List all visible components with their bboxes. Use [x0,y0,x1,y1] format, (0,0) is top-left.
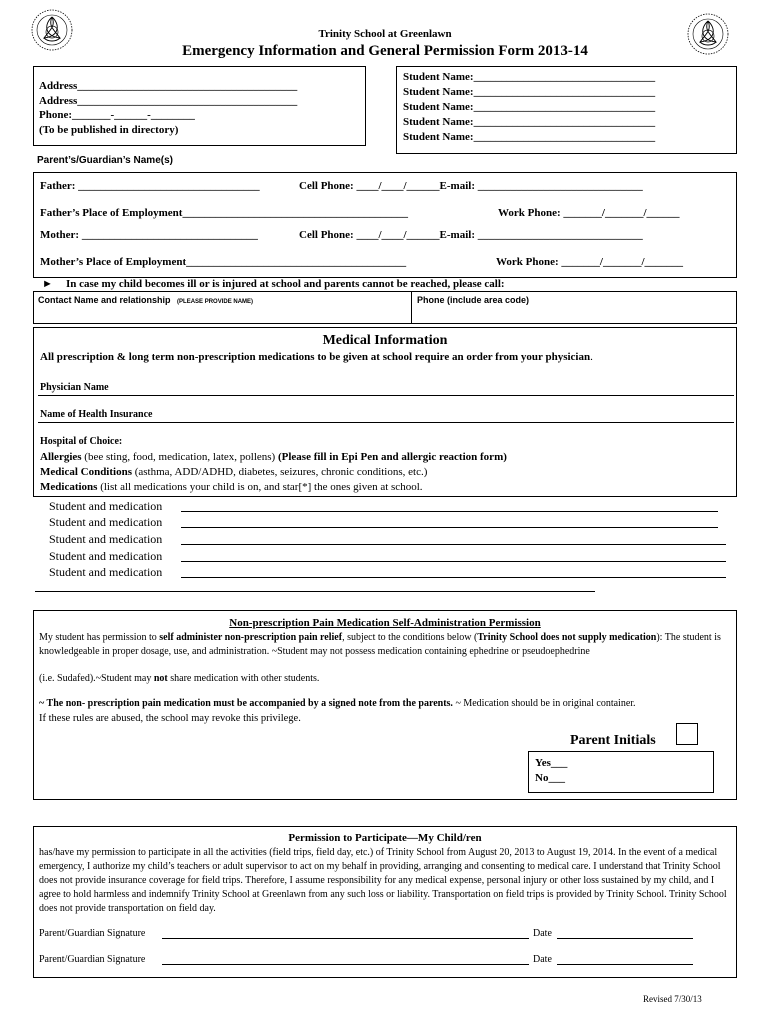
no-option[interactable]: No___ [535,772,565,784]
student-name-field[interactable]: Student Name:_________________________________ [403,131,656,143]
pain-medication-rules: My student has permission to self administer non-prescription pain relief, subject to the conditions below (Trinity School does not supply medication): The student is knowledgeable in proper dosage, use, and administration. ~Student may not possess medication containing ephedrine or pseudoephedrine [39,632,721,657]
medical-heading: Medical Information [322,333,448,348]
father-employment-field[interactable]: Father’s Place of Employment_________________________________________ [40,207,408,219]
yes-option[interactable]: Yes___ [535,757,568,769]
student-medication-line[interactable] [181,577,726,578]
date-line-1[interactable] [557,938,693,939]
medications-line: Medications (list all medications your child is on, and star[*] the ones given at school. [40,481,423,493]
allergies-line: Allergies (bee sting, food, medication, latex, pollens) (Please fill in Epi Pen and allergic reaction form) [40,451,507,463]
arrow-icon: ► [42,278,53,290]
father-name-field[interactable]: Father: _________________________________ [40,180,260,192]
signature-label-2: Parent/Guardian Signature [39,954,146,965]
participation-text: has/have my permission to participate in all the activities (field trips, field day, etc.) of Trinity School from August 20, 2013 to August 19, 2014. In the event of a medical emergency, I authorize my child’s teachers or adult supervisor to act on my behalf in providing, arranging and consenting to medical care. I understand that Trinity School does not provide insurance coverage for field trips. Therefore, I assume responsibility for any medical expense, personal injury or other loss sustained by my child, and I agree to hold harmless and indemnify Trinity School at Greenlawn from any such loss or liability. Transportation on field trips is provided by Trinity School. Trinity School does not provide transportation on field day. [39,847,727,914]
student-name-field[interactable]: Student Name:_________________________________ [403,116,656,128]
revoke-rule: If these rules are abused, the school may revoke this privilege. [39,713,301,724]
student-name-field[interactable]: Student Name:_________________________________ [403,101,656,113]
parents-heading: Parent’s/Guardian’s Name(s) [37,155,173,166]
mother-employment-field[interactable]: Mother’s Place of Employment________________________________________ [40,256,407,268]
students-box [396,66,737,154]
student-name-field[interactable]: Student Name:_________________________________ [403,86,656,98]
pain-medication-heading: Non-prescription Pain Medication Self-Administration Permission [229,617,541,629]
student-medication-line[interactable] [181,544,726,545]
extra-medication-line[interactable] [35,591,595,592]
date-line-2[interactable] [557,964,693,965]
revised-date: Revised 7/30/13 [643,994,702,1004]
mother-name-field[interactable]: Mother: ________________________________ [40,229,258,241]
table-divider [411,291,412,324]
emergency-instruction: In case my child becomes ill or is injured at school and parents cannot be reached, please call: [66,278,505,290]
date-label-2: Date [533,954,552,965]
page-title: Emergency Information and General Permission Form 2013-14 [182,43,588,59]
student-name-field[interactable]: Student Name:_________________________________ [403,71,656,83]
directory-note: (To be published in directory) [39,124,179,136]
parent-initials-box[interactable] [676,723,698,745]
student-medication-line[interactable] [181,527,718,528]
contact-phone-field[interactable]: Phone (include area code) [417,295,530,305]
divider [38,395,734,396]
student-medication-label: Student and medication [49,515,163,529]
signature-line-1[interactable] [162,938,529,939]
student-medication-line[interactable] [181,511,718,512]
medical-note: All prescription & long term non-prescription medications to be given at school require an order from your physician. [40,351,593,363]
address-line-2[interactable]: Address________________________________________ [39,95,298,107]
contact-name-field[interactable] [38,295,253,305]
parent-initials-label: Parent Initials [570,733,656,748]
signature-label-1: Parent/Guardian Signature [39,928,146,939]
contact-label: Contact Name and relationship [38,295,171,305]
phone-field[interactable]: Phone:_______-______-________ [39,109,195,121]
conditions-line: Medical Conditions (asthma, ADD/ADHD, diabetes, seizures, chronic conditions, etc.) [40,466,428,478]
address-box [33,66,366,146]
yes-no-box [528,751,714,793]
participation-heading: Permission to Participate—My Child/ren [288,832,482,844]
student-medication-label: Student and medication [49,549,163,563]
father-work-phone-field[interactable]: Work Phone: _______/_______/______ [498,207,680,219]
student-medication-label: Student and medication [49,532,163,546]
note-rule: ~ The non- prescription pain medication must be accompanied by a signed note from the parents. ~ Medication should be in original container. [39,698,636,709]
hospital-field[interactable]: Hospital of Choice: [40,436,123,447]
mother-cell-email-field[interactable]: Cell Phone: ____/____/______E-mail: ______________________________ [299,229,643,241]
signature-line-2[interactable] [162,964,529,965]
student-medication-label: Student and medication [49,499,163,513]
physician-name-field[interactable]: Physician Name [40,382,109,393]
date-label-1: Date [533,928,552,939]
student-medication-label: Student and medication [49,565,163,579]
address-line-1[interactable]: Address________________________________________ [39,80,298,92]
student-medication-line[interactable] [181,561,726,562]
divider [38,422,734,423]
father-cell-email-field[interactable]: Cell Phone: ____/____/______E-mail: ______________________________ [299,180,643,192]
sharing-rule: (i.e. Sudafed).~Student may not share medication with other students. [39,673,320,684]
school-name: Trinity School at Greenlawn [318,28,452,40]
mother-work-phone-field[interactable]: Work Phone: _______/_______/_______ [496,256,684,268]
health-insurance-field[interactable]: Name of Health Insurance [40,409,153,420]
contact-note: (PLEASE PROVIDE NAME) [177,299,254,305]
